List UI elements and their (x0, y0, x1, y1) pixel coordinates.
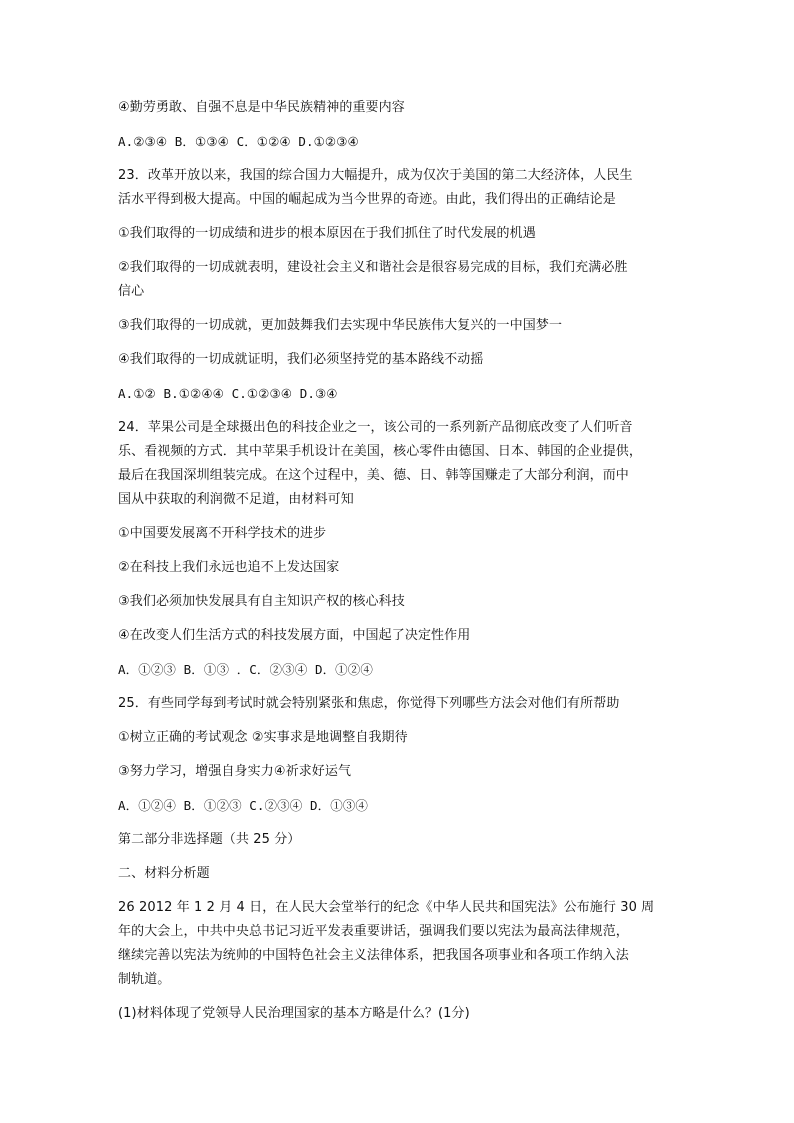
q24-stem-line: 乐、看视频的方式．其中苹果手机设计在美国，核心零件由德国、日本、韩国的企业提供， (118, 444, 643, 459)
q22-options: A.②③④ B．①③④ C．①②④ D.①②③④ (118, 134, 359, 149)
q24-item-2: ②在科技上我们永远也追不上发达国家 (118, 560, 340, 575)
q23-options: A.①② B.①②④④ C.①②③④ D.③④ (118, 386, 338, 401)
q24-item-1: ①中国要发展离不开科学技术的进步 (118, 526, 327, 541)
q25-stem: 25．有些同学每到考试时就会特别紧张和焦虑，你觉得下列哪些方法会对他们有所帮助 (118, 696, 620, 711)
q23-item-2-line: 信心 (118, 284, 145, 299)
q25-items-3-4: ③努力学习，增强自身实力④祈求好运气 (118, 764, 352, 779)
q26-stem-line: 继续完善以宪法为统帅的中国特色社会主义法律体系，把我国各项事业和各项工作纳入法 (118, 948, 629, 963)
q23-item-2-line: ②我们取得的一切成就表明，建设社会主义和谐社会是很容易完成的目标，我们充满必胜 (118, 260, 628, 275)
q24-stem-line: 24．苹果公司是全球摄出色的科技企业之一，该公司的一系列新产品彻底改变了人们听音 (118, 420, 633, 435)
q24-stem-line: 最后在我国深圳组装完成。在这个过程中，美、德、日、韩等国赚走了大部分利润，而中 (118, 468, 629, 483)
q26-stem-line: 年的大会上，中共中央总书记习近平发表重要讲话，强调我们要以宪法为最高法律规范， (118, 924, 629, 939)
document-page (118, 96, 678, 1036)
q24-stem-line: 国从中获取的利润微不足道，由材料可知 (118, 492, 354, 507)
section-heading: 二、材料分析题 (118, 866, 210, 881)
q24-item-4: ④在改变人们生活方式的科技发展方面，中国起了决定性作用 (118, 628, 471, 643)
q24-item-3: ③我们必须加快发展具有自主知识产权的核心科技 (118, 594, 405, 609)
q24-options: A．①②③ B．①③ ．C．②③④ D．①②④ (118, 662, 373, 677)
q25-options: A．①②④ B．①②③ C.②③④ D．①③④ (118, 798, 369, 813)
q23-stem (118, 164, 678, 212)
part2-title: 第二部分非选择题（共 25 分） (118, 832, 301, 847)
q23-item-3: ③我们取得的一切成就，更加鼓舞我们去实现中华民族伟大复兴的一中国梦一 (118, 318, 563, 333)
q26-sub-question-1: (1)材料体现了党领导人民治理国家的基本方略是什么？(1分) (118, 1006, 470, 1021)
q23-item-2 (118, 256, 678, 304)
q25-items-1-2: ①树立正确的考试观念 ②实事求是地调整自我期待 (118, 730, 408, 745)
q23-item-4: ④我们取得的一切成就证明，我们必须坚持党的基本路线不动摇 (118, 352, 484, 367)
q24-stem (118, 416, 678, 512)
q23-item-1: ①我们取得的一切成绩和进步的根本原因在于我们抓住了时代发展的机遇 (118, 226, 536, 241)
q23-stem-line: 活水平得到极大提高。中国的崛起成为当今世界的奇迹。由此，我们得出的正确结论是 (118, 192, 616, 207)
q22-item-4: ④勤劳勇敢、自强不息是中华民族精神的重要内容 (118, 100, 405, 115)
q26-stem-line: 26 2012 年 1 2 月 4 日，在人民大会堂举行的纪念《中华人民共和国宪法》公布施行 30 周 (118, 900, 655, 915)
q23-stem-line: 23．改革开放以来，我国的综合国力大幅提升，成为仅次于美国的第二大经济体，人民生 (118, 168, 633, 183)
q26-stem (118, 896, 678, 992)
q26-stem-line: 制轨道。 (118, 972, 171, 987)
